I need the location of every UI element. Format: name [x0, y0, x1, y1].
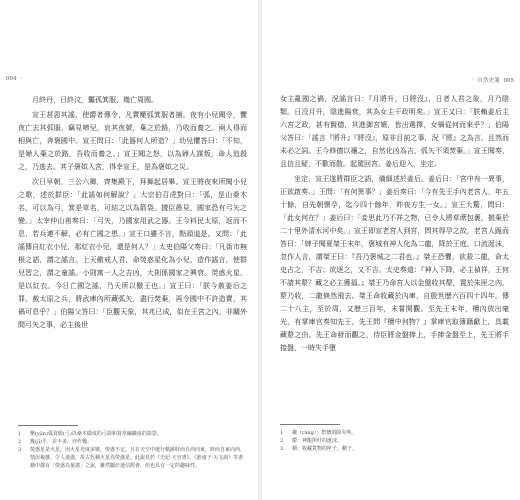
left-page-body	[18, 94, 247, 332]
body-paragraph: 女主亂國之禍，況謠言曰：『月將升，日將沒』，日者人君之象，月乃陰類。日沒月升，陰進陽衰，其為女主干政明矣。」宣王又曰：「朕賴姜后主六宮之政，甚有賢德，其進御宮嬪，皆出選擇，女禍從何而來乎？」伯陽父答曰：「謠言『將升』『將沒』，原非目前之事，況『將』之為言，且然而未必之詞。王今修德以禳之，自然化凶為吉，弧矢不須焚棄。」宣王聞奏，且信且疑，不歡而散。起駕回宮。姜后迎入，坐定。	[280, 95, 509, 168]
right-page	[262, 0, 520, 500]
left-header-mark: ·	[20, 76, 23, 82]
footnote	[280, 445, 508, 453]
footnote-rule	[18, 425, 78, 426]
right-page-title: 自然史箋	[477, 78, 500, 84]
right-page-number: 005	[503, 78, 514, 84]
right-page-body	[280, 93, 509, 355]
body-paragraph: 月終丹，日終汶，黶孤箕服，幾亡周國。	[32, 96, 158, 104]
footnote	[18, 446, 246, 470]
footnote-text: 幾(jī)乎，差不多，亦作幾。	[30, 439, 93, 445]
footnote	[280, 429, 508, 437]
footnote-text: 漦：神龍所吐的涎沫。	[292, 438, 343, 444]
footnote-number: 1	[280, 430, 284, 436]
footnote-text: 熒惑星是火星，因火星光度多變，熒惑不定，且在天空中運行軌跡時而自西向東，時而自東向西，情況複雜，令人迷惑，故古代稱火星為熒惑星。此說見於《史記·天官書》、《淮南子·天文訓》等書籍中都有「熒惑為童謠」之說，雖然屬於迷信附會，但也具有一定的趣味性。	[30, 447, 246, 469]
footnote-number: 2	[18, 439, 22, 445]
footnote-text: 禳（ráng）：祭禱消除災殃。	[292, 430, 357, 436]
body-paragraph: 宣王甚惡其謠，使爵者傳令，凡賣檿弧箕服者捕。夜有小兒聞令，懼夜亡去其弧服，竊見啼兒，哀其夜號，棄之於路，乃收而養之。兩人得而相與亡，奔褒國中。宣王問曰：「此器何人所造？」幼兒懼答曰：「不知，是婦人棄之於路，吾收而養之。」宣王聞之怒，以為婦人謀叛，命人追殺之，乃逃去。其子褒姒入宮，得幸宣王，是為褒姒之災。	[18, 111, 247, 171]
footnote-rule	[280, 424, 340, 425]
body-paragraph: 次日早朝，三公六卿，齊集殿下，拜舞起居畢。宣王將夜來所聞小兒之歌，述於群臣：「此謠如何解說？」大宗伯召虎對曰：「弧，是山桑木名，可以為弓，箕是草名，可結之以為箭袋。據臣愚見，國家恐有弓矢之變。」太宰仲山甫奏曰：「弓矢，乃國家用武之器。王今料民太原，返而不息，若兵連不解，必有亡國之患。」宣王口雖不言，點頭道是。又問：「此謠傳自紅衣小兒，那紅衣小兒，還是何人？」太史伯陽父奏曰：「凡街市無根之語，謂之謠言。上天儆戒人君，命熒惑星化為小兒，造作謠言，使群兒習之，謂之童謠。小則寓一人之吉凶，大則係國家之興衰。熒惑火星，是以紅衣。今日亡國之謠，乃天所以儆王也。」宣王曰：「朕今赦姜后之罪，赦太原之兵，將武庫內所藏弧矢，盡行焚棄，再令國中不許造賣，其禍可息乎？」伯陽父答曰：「臣觀天象，其兆已成，似在王宮之內，非關外間弓矢之事，必主後世	[18, 178, 247, 329]
footnote-number: 3	[280, 446, 284, 452]
right-header-mark: ·	[471, 78, 474, 84]
right-footnotes	[280, 424, 508, 453]
footnote-text: 櫝：收藏貨物的匣子，櫃子。	[292, 446, 358, 452]
footnote-number: 3	[18, 447, 22, 453]
left-page-header	[6, 76, 26, 82]
body-paragraph: 坐定，宣王遂將群臣之語，備細述於姜后。姜后曰：「宮中有一異事，正欲啟奏。」王問：「有何異事？」姜后奏曰：「今有先王手內老宮人，年五十餘，自先朝懷孕，迄今四十餘年，昨夜方生一女。」宣王大驚，問曰：「此女何在？」姜后曰：「妾思此乃不祥之物，已令人將草蓆包裹，拋棄於二十里外清水河中矣。」宣王即宣老宮人到宮，問其得孕之故，老宮人跪而答曰：「婢子聞夏桀王末年，褒城有神人化為二龍，降於王庭，口流涎沫，忽作人言，謂桀王曰：『吾乃褒城之二君也。』桀王恐懼，欲殺二龍，命太史占之，不吉；欲逐之，又不吉。太史奏道：『神人下降，必主禎祥，王何不請其漦？藏之必主獲福。』桀王乃命宮人以金盤收其漦，置於朱匣之內，漦乃收，二龍倏然飛去。桀王命收藏於內庫，自殷世歷六百四十四年，傳二十八主，至於周，又歷三百年，未嘗開觀。至先王末年，櫝內放出毫光，有掌庫官奏知先王，先王問『櫝中何物？』掌庫官取簿籍獻上，具載藏漦之由。先王命發而觀之，侍臣將金盤捧上，手捧金盤至上，先王將手接盤，一時失手墮	[280, 175, 509, 352]
right-page-header	[472, 76, 514, 84]
left-footnotes	[18, 425, 246, 470]
footnote	[18, 430, 246, 438]
footnote-number: 1	[18, 431, 22, 437]
footnote	[280, 437, 508, 445]
footnote	[18, 438, 246, 446]
left-page	[0, 0, 258, 500]
footnote-text: 壓(yǎn)弧箕服(弓)以桑木做成的弓箭和箕草編織成的箭袋。	[30, 431, 162, 437]
footnote-number: 2	[280, 438, 284, 444]
left-page-number: 004	[6, 76, 17, 82]
